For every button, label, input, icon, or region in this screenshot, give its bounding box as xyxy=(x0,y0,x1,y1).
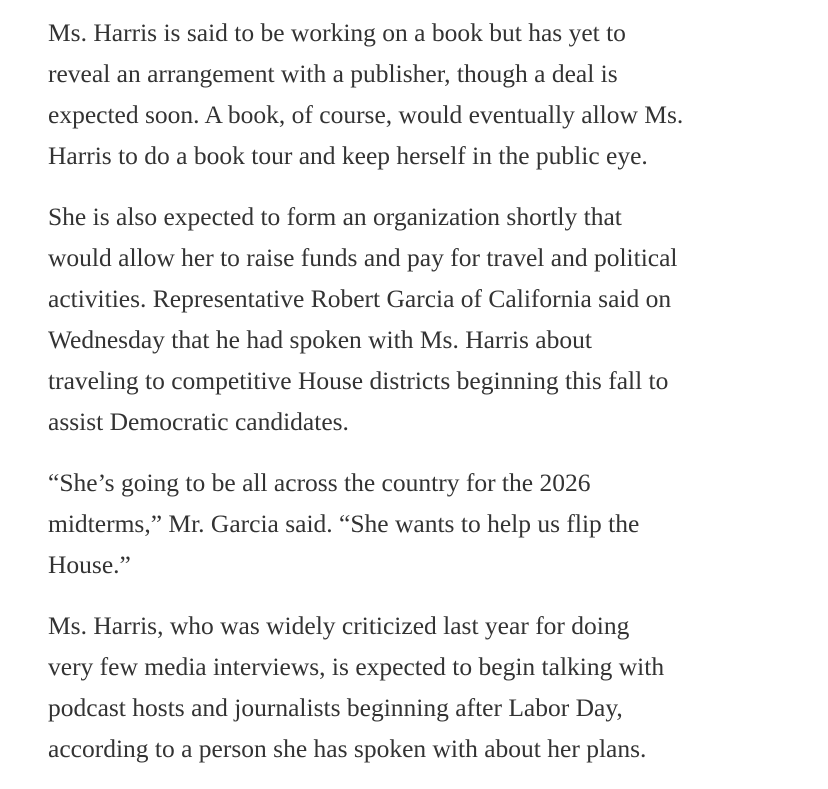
article-paragraph-3 xyxy=(48,462,808,585)
paragraph-line: She is also expected to form an organization shortly that xyxy=(48,202,622,231)
paragraph-line: podcast hosts and journalists beginning after Labor Day, xyxy=(48,693,623,722)
article-paragraph-1 xyxy=(48,12,808,176)
paragraph-line: activities. Representative Robert Garcia of California said on xyxy=(48,284,672,313)
paragraph-line: Ms. Harris, who was widely criticized last year for doing xyxy=(48,611,630,640)
paragraph-line: midterms,” Mr. Garcia said. “She wants to help us flip the xyxy=(48,509,640,538)
article-paragraph-2 xyxy=(48,196,808,442)
paragraph-line: expected soon. A book, of course, would eventually allow Ms. xyxy=(48,100,684,129)
paragraph-line: according to a person she has spoken with about her plans. xyxy=(48,734,647,763)
article-paragraph-4 xyxy=(48,605,808,769)
paragraph-line: very few media interviews, is expected to begin talking with xyxy=(48,652,665,681)
article-body xyxy=(48,12,808,789)
paragraph-line: Harris to do a book tour and keep herself in the public eye. xyxy=(48,141,648,170)
paragraph-line: Wednesday that he had spoken with Ms. Harris about xyxy=(48,325,592,354)
paragraph-line: House.” xyxy=(48,550,131,579)
paragraph-line: reveal an arrangement with a publisher, though a deal is xyxy=(48,59,618,88)
paragraph-line: “She’s going to be all across the country for the 2026 xyxy=(48,468,591,497)
paragraph-line: would allow her to raise funds and pay for travel and political xyxy=(48,243,678,272)
paragraph-line: traveling to competitive House districts beginning this fall to xyxy=(48,366,669,395)
paragraph-line: Ms. Harris is said to be working on a book but has yet to xyxy=(48,18,626,47)
paragraph-line: assist Democratic candidates. xyxy=(48,407,349,436)
